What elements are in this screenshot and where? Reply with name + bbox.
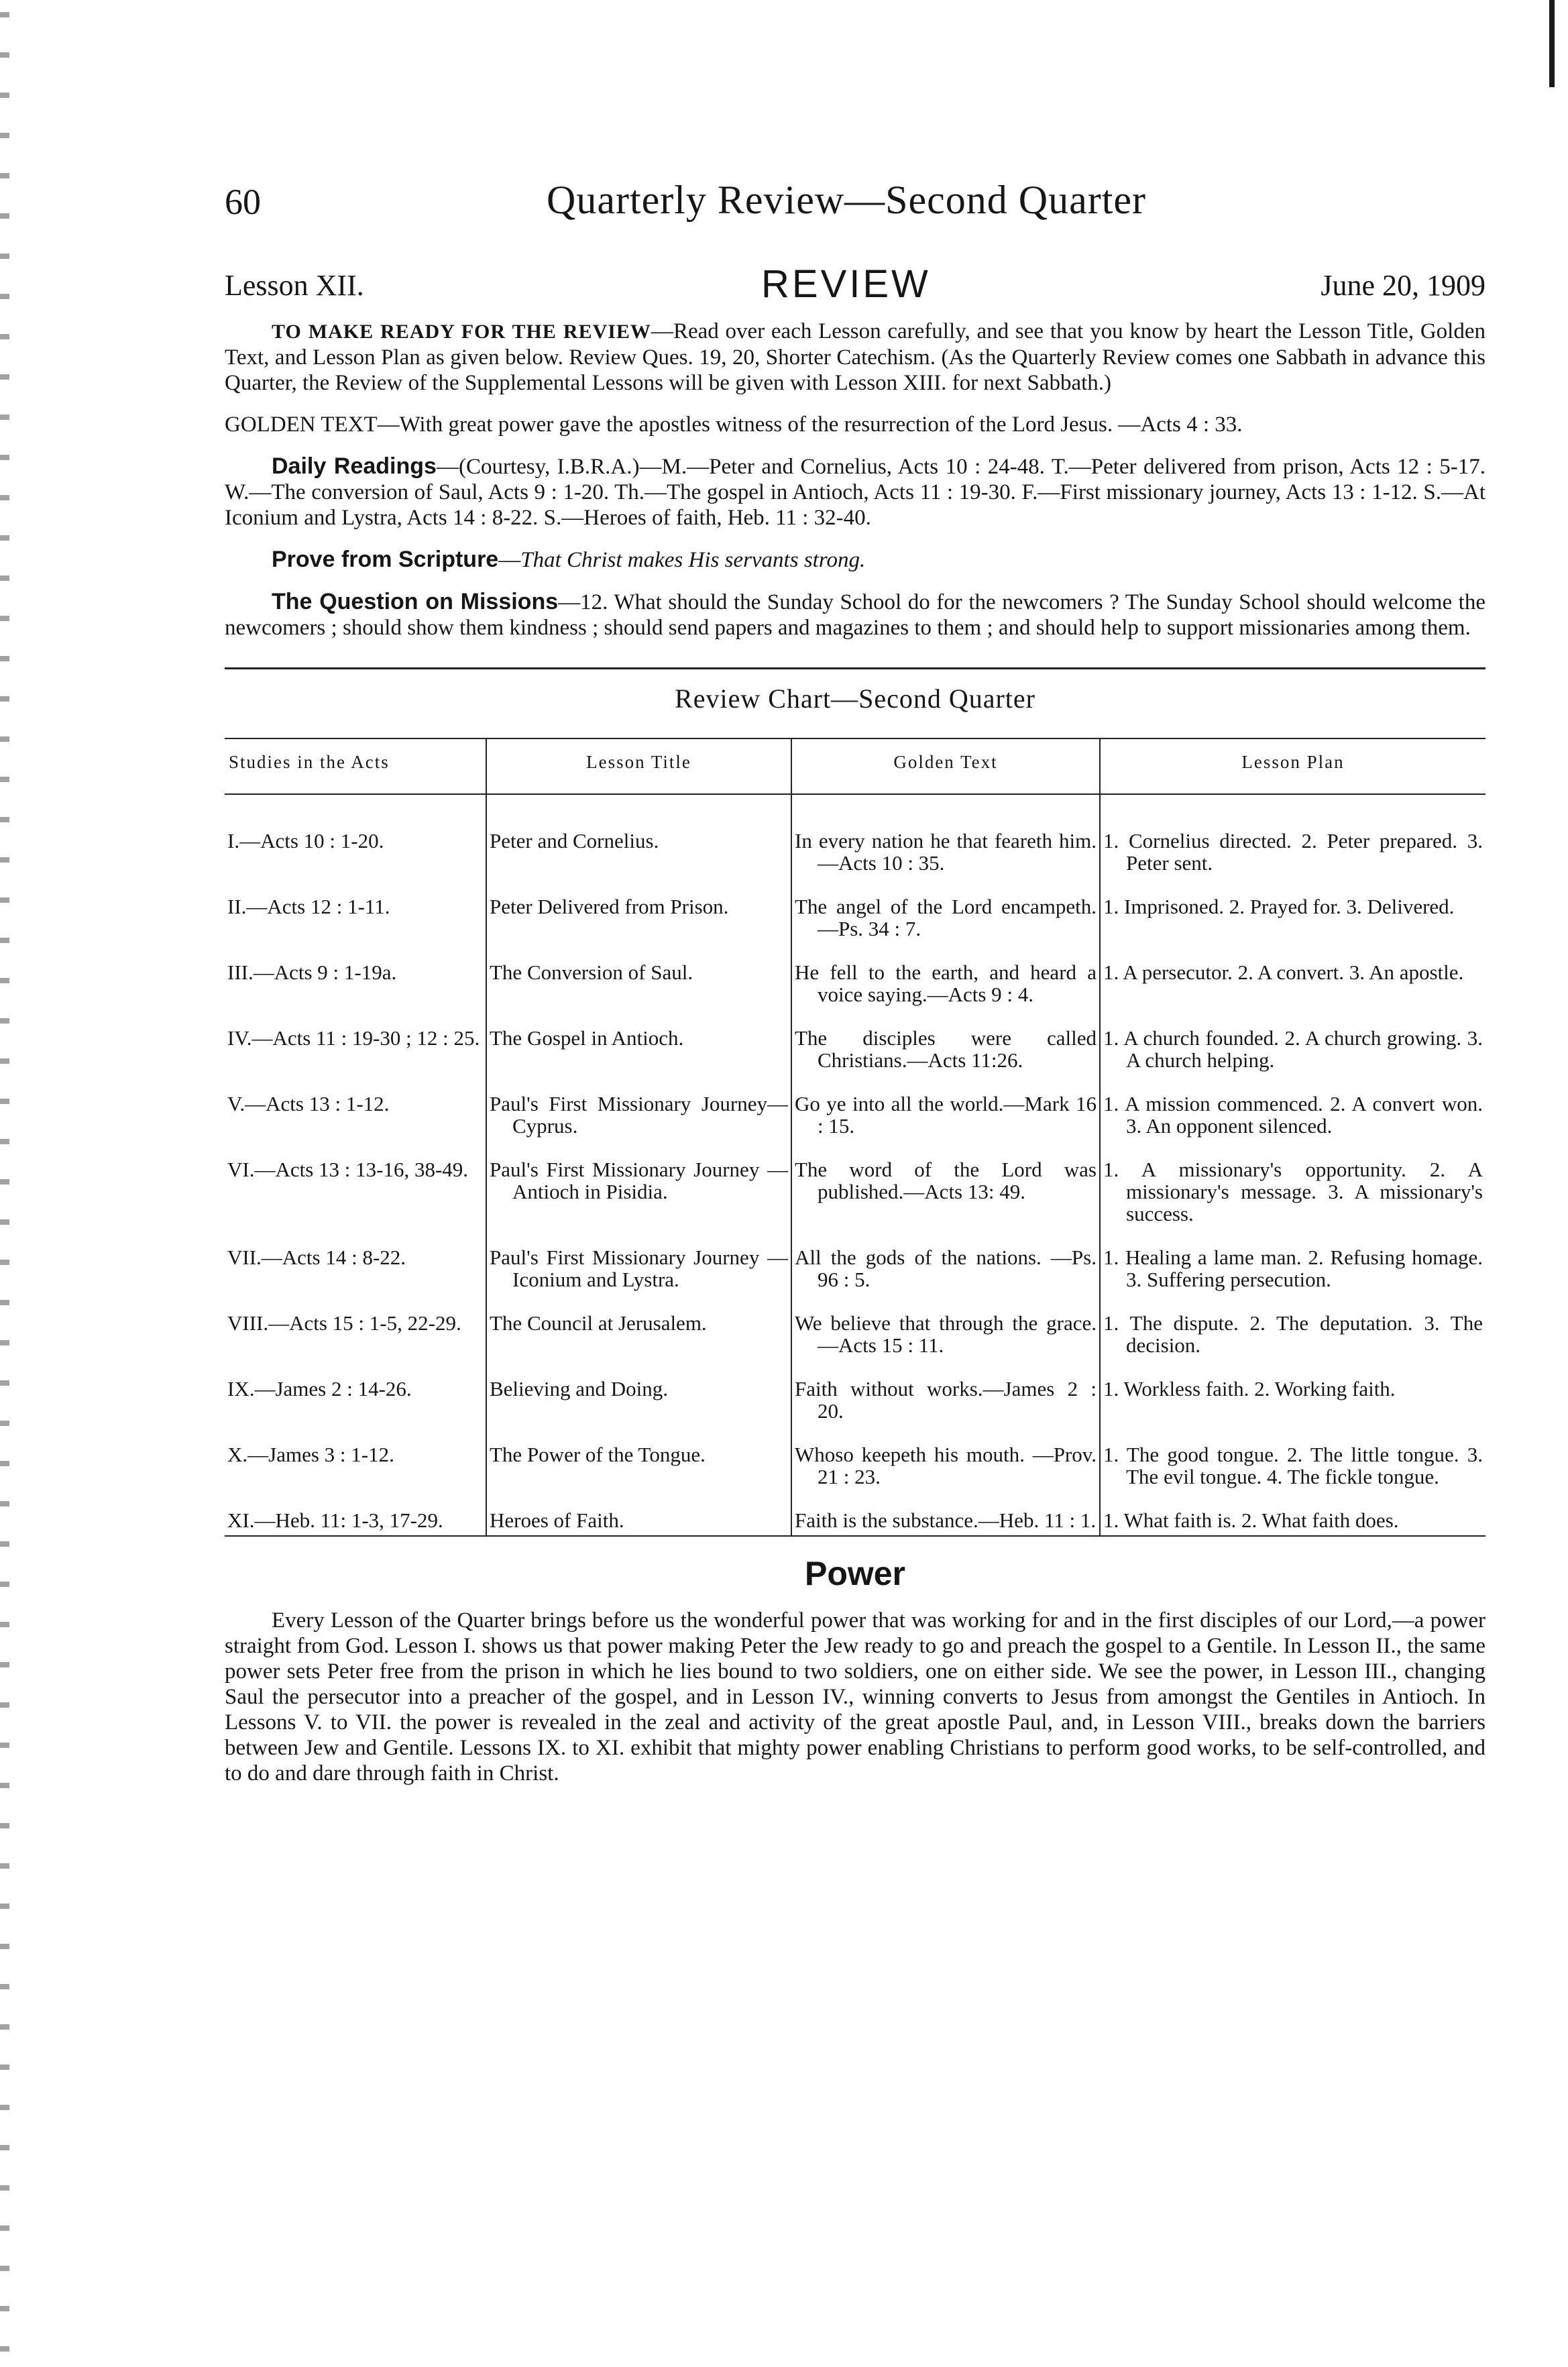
studies-cell: XI.—Heb. 11: 1-3, 17-29. [225, 1504, 486, 1536]
make-ready-paragraph [225, 319, 1486, 396]
scan-edge-right [1549, 0, 1555, 87]
chart-row [225, 1438, 1486, 1504]
lesson-plan-cell: 1. The dispute. 2. The deputation. 3. The decision. [1100, 1307, 1486, 1372]
daily-readings-label: Daily Readings [272, 453, 437, 479]
lesson-plan-cell: 1. What faith is. 2. What faith does. [1100, 1504, 1486, 1536]
lesson-plan-cell: 1. Imprisoned. 2. Prayed for. 3. Delivered. [1100, 890, 1486, 956]
lesson-plan-cell: 1. Cornelius directed. 2. Peter prepared. 3. Peter sent. [1100, 794, 1486, 890]
missions-paragraph [225, 589, 1486, 641]
chart-row [225, 1241, 1486, 1307]
lesson-title-cell: Peter and Cornelius. [486, 794, 791, 890]
golden-text-cell: In every nation he that feareth him.—Acts 10 : 35. [791, 794, 1100, 890]
chart-heading: Review Chart—Second Quarter [675, 683, 1035, 714]
lesson-number: Lesson XII. [225, 269, 364, 302]
golden-text-cell: All the gods of the nations. —Ps. 96 : 5. [791, 1241, 1100, 1307]
chart-row [225, 1022, 1486, 1087]
studies-cell: VI.—Acts 13 : 13-16, 38-49. [227, 1158, 469, 1181]
lesson-title-cell: Believing and Doing. [486, 1372, 791, 1438]
daily-readings-paragraph [225, 453, 1486, 531]
scan-edge-left [0, 0, 9, 2367]
golden-text-cell: Whoso keepeth his mouth. —Prov. 21 : 23. [791, 1438, 1100, 1504]
lesson-title-cell: Heroes of Faith. [486, 1504, 791, 1536]
lesson-title-cell: The Conversion of Saul. [486, 956, 791, 1022]
lesson-title-cell: Paul's First Missionary Journey—Cyprus. [486, 1087, 791, 1153]
prove-text: That Christ makes His servants strong. [520, 548, 866, 572]
column-header-studies: Studies in the Acts [225, 738, 486, 794]
make-ready-label: TO MAKE READY FOR THE REVIEW [272, 321, 651, 343]
lesson-plan-cell: 1. A persecutor. 2. A convert. 3. An apostle. [1100, 956, 1486, 1022]
golden-text-cell: The angel of the Lord encampeth.—Ps. 34 : 7. [791, 890, 1100, 956]
studies-cell: VIII.—Acts 15 : 1-5, 22-29. [227, 1311, 461, 1335]
lesson-date: June 20, 1909 [1321, 269, 1486, 302]
lesson-title: REVIEW [761, 262, 931, 306]
column-header-lesson-title: Lesson Title [486, 738, 791, 794]
golden-text-label: GOLDEN TEXT [225, 412, 378, 437]
column-header-golden-text: Golden Text [791, 738, 1100, 794]
chart-body [225, 794, 1486, 1536]
chart-row [225, 890, 1486, 956]
studies-cell: III.—Acts 9 : 1-19a. [227, 960, 397, 984]
chart-row [225, 1307, 1486, 1372]
page-header [225, 168, 1486, 248]
lesson-title-cell: Paul's First Missionary Journey — Iconium and Lystra. [486, 1241, 791, 1307]
chart-row [225, 1504, 1486, 1536]
golden-text-cell: Faith without works.—James 2 : 20. [791, 1372, 1100, 1438]
prove-paragraph [225, 547, 1486, 573]
review-chart [225, 738, 1486, 1537]
studies-cell: VII.—Acts 14 : 8-22. [227, 1246, 406, 1269]
power-paragraph: Every Lesson of the Quarter brings before us the wonderful power that was working for and in the first disciples of our Lord,—a power straight from God. Lesson I. shows us that power making Peter the Jew ready to go and preach the gospel to a Gentile. In Lesson II., the same power sets Peter free from the prison in which he lies bound to two soldiers, one on either side. We see the power, in Lesson III., changing Saul the persecutor into a preacher of the gospel, and in Lesson IV., winning converts to Jesus from amongst the Gentiles in Antioch. In Lessons V. to VII. the power is revealed in the zeal and activity of the great apostle Paul, and, in Lesson VIII., breaks down the barriers between Jew and Gentile. Lessons IX. to XI. exhibit that mighty power enabling Christians to perform good works, to be self-controlled, and to do and dare through faith in Christ. [225, 1608, 1486, 1785]
column-header-lesson-plan: Lesson Plan [1100, 738, 1486, 794]
chart-row [225, 1087, 1486, 1153]
running-head: Quarterly Review—Second Quarter [547, 178, 1147, 222]
golden-text-paragraph [225, 412, 1486, 437]
chart-row [225, 794, 1486, 890]
golden-text-cell: The word of the Lord was published.—Acts 13: 49. [791, 1153, 1100, 1241]
studies-cell: X.—James 3 : 1-12. [227, 1443, 394, 1466]
prove-dash: — [498, 548, 521, 572]
lesson-plan-cell: 1. The good tongue. 2. The little tongue. 3. The evil tongue. 4. The fickle tongue. [1100, 1438, 1486, 1504]
studies-cell: I.—Acts 10 : 1-20. [227, 829, 384, 852]
missions-text: —12. What should the Sunday School do for the newcomers ? The Sunday School should welcome the newcomers ; should show them kindness ; should send papers and magazines to them ; and should help to support missionaries among them. [225, 590, 1486, 640]
golden-text-cell: Faith is the substance.—Heb. 11 : 1. [791, 1504, 1100, 1536]
chart-row [225, 956, 1486, 1022]
missions-label: The Question on Missions [272, 589, 559, 614]
lesson-plan-cell: 1. A mission commenced. 2. A convert won. 3. An opponent silenced. [1100, 1087, 1486, 1153]
studies-cell: II.—Acts 12 : 1-11. [227, 895, 390, 918]
prove-label: Prove from Scripture [272, 547, 499, 572]
lesson-plan-cell: 1. A church founded. 2. A church growing. 3. A church helping. [1100, 1022, 1486, 1087]
page [225, 168, 1486, 1786]
studies-cell: IV.—Acts 11 : 19-30 ; 12 : 25. [227, 1026, 480, 1050]
lesson-title-cell: The Council at Jerusalem. [486, 1307, 791, 1372]
lesson-title-cell: The Power of the Tongue. [486, 1438, 791, 1504]
lesson-plan-cell: 1. Healing a lame man. 2. Refusing homage. 3. Suffering persecution. [1100, 1241, 1486, 1307]
lesson-header [225, 255, 1486, 319]
lesson-title-cell: Peter Delivered from Prison. [486, 890, 791, 956]
lesson-title-cell: The Gospel in Antioch. [486, 1022, 791, 1087]
chart-rule [225, 667, 1486, 669]
lesson-plan-cell: 1. A missionary's opportunity. 2. A missionary's message. 3. A missionary's success. [1100, 1153, 1486, 1241]
golden-text-cell: He fell to the earth, and heard a voice saying.—Acts 9 : 4. [791, 956, 1100, 1022]
golden-text-cell: The disciples were called Christians.—Acts 11:26. [791, 1022, 1100, 1087]
golden-text-cell: We believe that through the grace.—Acts 15 : 11. [791, 1307, 1100, 1372]
chart-row [225, 1372, 1486, 1438]
golden-text-text: —With great power gave the apostles witness of the resurrection of the Lord Jesus. —Acts 4 : 33. [377, 412, 1243, 437]
chart-row [225, 1153, 1486, 1241]
power-title: Power [804, 1555, 906, 1592]
golden-text-cell: Go ye into all the world.—Mark 16 : 15. [791, 1087, 1100, 1153]
make-ready-text: —Read over each Lesson carefully, and see that you know by heart the Lesson Title, Golden Text, and Lesson Plan as given below. Review Ques. 19, 20, Shorter Catechism. (As the Quarterly Review comes one Sabbath in advance this Quarter, the Review of the Supplemental Lessons will be given with Lesson XIII. for next Sabbath.) [225, 319, 1486, 395]
chart-header-row [225, 738, 1486, 794]
page-number: 60 [225, 182, 261, 222]
studies-cell: IX.—James 2 : 14-26. [227, 1377, 412, 1400]
lesson-title-cell: Paul's First Missionary Journey — Antioch in Pisidia. [486, 1153, 791, 1241]
daily-readings-text: —(Courtesy, I.B.R.A.)—M.—Peter and Cornelius, Acts 10 : 24-48. T.—Peter delivered from prison, Acts 12 : 5-17. W.—The conversion of Saul, Acts 9 : 1-20. Th.—The gospel in Antioch, Acts 11 : 19-30. F.—First missionary journey, Acts 13 : 1-12. S.—At Iconium and Lystra, Acts 14 : 8-22. S.—Heroes of faith, Heb. 11 : 32-40. [225, 455, 1486, 530]
studies-cell: V.—Acts 13 : 1-12. [227, 1092, 390, 1115]
lesson-plan-cell: 1. Workless faith. 2. Working faith. [1100, 1372, 1486, 1438]
